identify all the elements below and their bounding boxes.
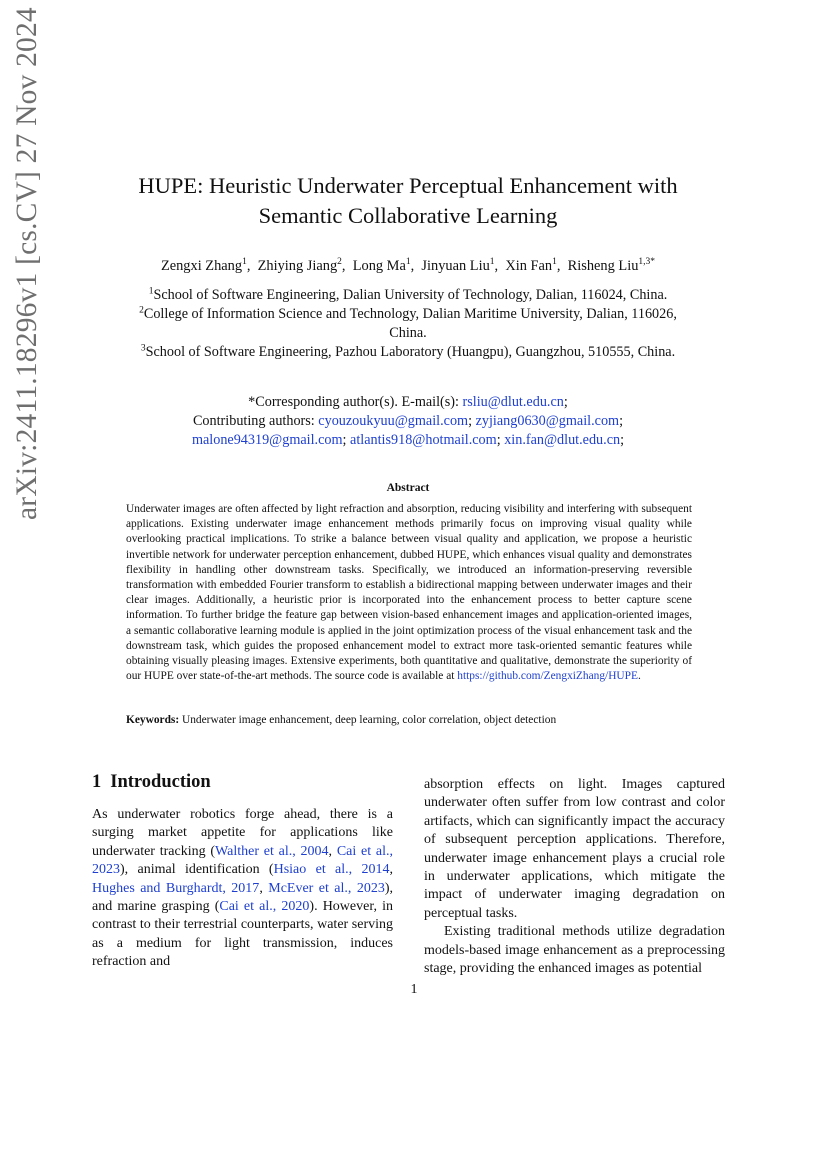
author-name: Zengxi Zhang (160, 258, 243, 274)
punctuation: ; (342, 432, 347, 448)
email-link[interactable]: cyouzoukyuu@gmail.com (318, 413, 469, 429)
punctuation: ; (563, 394, 568, 410)
author-affil-sup: 1 (552, 257, 557, 268)
punctuation: ; (468, 413, 473, 429)
abstract-text (126, 502, 692, 684)
email-link[interactable]: xin.fan@dlut.edu.cn (504, 432, 621, 448)
author-affil-sup: 1 (489, 257, 495, 268)
affiliation-1 (92, 286, 724, 305)
author-name: Xin Fan (505, 258, 553, 274)
body-text: ), and marine grasping ( (92, 880, 394, 915)
section-heading (92, 772, 211, 793)
abstract-heading: Abstract (386, 482, 430, 494)
author-name: Risheng Liu (567, 258, 639, 274)
section-number: 1 (92, 772, 102, 792)
affiliation-text: School of Software Engineering, Dalian University of Technology, Dalian, 116024, China. (153, 287, 668, 303)
affiliation-sup: 2 (139, 305, 144, 316)
contributing-authors-line (92, 412, 724, 431)
author-name: Long Ma (352, 258, 406, 274)
corresponding-author-line (92, 393, 724, 412)
keywords-text: Underwater image enhancement, deep learning, color correlation, object detection (179, 714, 557, 726)
punctuation: ; (620, 432, 625, 448)
abstract-body-text: Underwater images are often affected by light refraction and absorption, reducing visibility and interfering with subsequent applications. Existing underwater image enhancement methods primarily focus on improving visual quality while overlooking practical implications. To strike a balance between visual quality and application, we propose a heuristic invertible network for underwater perception enhancement, dubbed HUPE, which enhances visual quality and demonstrates flexibility in handling other downstream tasks. Specifically, we introduced an information-preserving reversible transformation with embedded Fourier transform to establish a bidirectional mapping between underwater images and their clear images. Additionally, a heuristic prior is incorporated into the enhancement process to better capture scene information. To further bridge the feature gap between vision-based enhancement images and application-oriented images, a semantic collaborative learning module is applied in the joint optimization process of the visual enhancement task and the downstream task, which guides the proposed enhancement model to extract more task-oriented semantic features while obtaining visually pleasing images. Extensive experiments, both quantitative and qualitative, demonstrate the superiority of our HUPE over state-of-the-art methods. The source code is available at (126, 503, 692, 683)
page-number: 1 (410, 982, 418, 997)
citation-link[interactable]: Cai et al., 2020 (219, 899, 310, 915)
paper-title (92, 171, 724, 231)
citation-link[interactable]: Hughes and Burghardt, 2017 (92, 880, 260, 896)
email-link[interactable]: rsliu@dlut.edu.cn (462, 394, 564, 410)
punctuation: , (328, 843, 337, 859)
punctuation: , (389, 862, 393, 878)
keywords (126, 713, 692, 728)
correspondence-block (92, 393, 724, 450)
citation-link[interactable]: McEver et al., 2023 (268, 880, 385, 896)
contributing-authors-line (92, 431, 724, 450)
citation-link[interactable]: Hsiao et al., 2014 (273, 862, 390, 878)
body-text: ). However, in contrast to their terrestrial counterparts, water serving as a medium for light transmission, induces refraction and (92, 899, 393, 970)
body-text: As underwater robotics forge ahead, there is a surging market appetite for applications like underwater tracking ( (92, 807, 393, 859)
affiliations (92, 286, 724, 362)
citation-link[interactable]: Cai et al., 2023 (92, 843, 394, 878)
author-list: Zengxi Zhang$^1$, Zhiying Jiang$^2$, Long Ma$^1$, Jinyuan Liu$^1$, Xin Fan$^1$, Risheng Liu$^{1,3*}$ (160, 257, 656, 274)
affiliation-2 (92, 305, 724, 324)
affiliation-sup: 3 (140, 343, 146, 354)
paragraph: absorption effects on light. Images captured underwater often suffer from low contrast and color artifacts, which can significantly impact the accuracy of subsequent perception applications. Therefore, underwater image enhancement plays a crucial role in underwater applications, which mitigate the impact of underwater imaging degradation on perceptual tasks. (424, 777, 725, 921)
body-text: ), animal identification ( (120, 862, 274, 878)
author-affil-sup: 1 (242, 257, 247, 268)
author-name: Jinyuan Liu (421, 258, 490, 274)
punctuation: . (637, 670, 641, 683)
affiliation-3 (92, 343, 724, 362)
citation-link[interactable]: Walther et al., 2004 (215, 843, 329, 859)
paragraph (92, 806, 393, 972)
author-affil-sup: 1 (405, 257, 411, 268)
punctuation: ; (496, 432, 501, 448)
email-link[interactable]: malone94319@gmail.com (191, 432, 343, 448)
title-line-1: HUPE: Heuristic Underwater Perceptual Enhancement with (138, 173, 678, 198)
title-line-2: Semantic Collaborative Learning (258, 203, 558, 228)
punctuation: ; (619, 413, 624, 429)
paragraph: Existing traditional methods utilize degradation models-based image enhancement as a preprocessing stage, providing the enhanced images as potential (424, 924, 725, 977)
keywords-label: Keywords: (126, 714, 180, 726)
affiliation-sup: 1 (148, 286, 154, 297)
punctuation: , (259, 880, 269, 896)
intro-right-column (424, 776, 725, 978)
affiliation-2-continued: China. (389, 325, 427, 341)
intro-left-column (92, 806, 393, 972)
author-name: Zhiying Jiang (257, 258, 338, 274)
author-affil-sup: 1,3* (638, 257, 656, 268)
contributing-label: Contributing authors: (192, 413, 319, 429)
arxiv-identifier: arXiv:2411.18296v1 [cs.CV] 27 Nov 2024 (11, 7, 43, 520)
email-link[interactable]: atlantis918@hotmail.com (350, 432, 497, 448)
affiliation-text: College of Information Science and Technology, Dalian Maritime University, Dalian, 116026, (143, 306, 677, 322)
affiliation-text: School of Software Engineering, Pazhou Laboratory (Huangpu), Guangzhou, 510555, China. (145, 344, 676, 360)
email-link[interactable]: zyjiang0630@gmail.com (475, 413, 620, 429)
section-title: Introduction (110, 772, 211, 792)
code-link[interactable]: https://github.com/ZengxiZhang/HUPE (457, 670, 638, 683)
corresponding-label: *Corresponding author(s). E-mail(s): (248, 394, 463, 410)
author-affil-sup: 2 (337, 257, 342, 268)
